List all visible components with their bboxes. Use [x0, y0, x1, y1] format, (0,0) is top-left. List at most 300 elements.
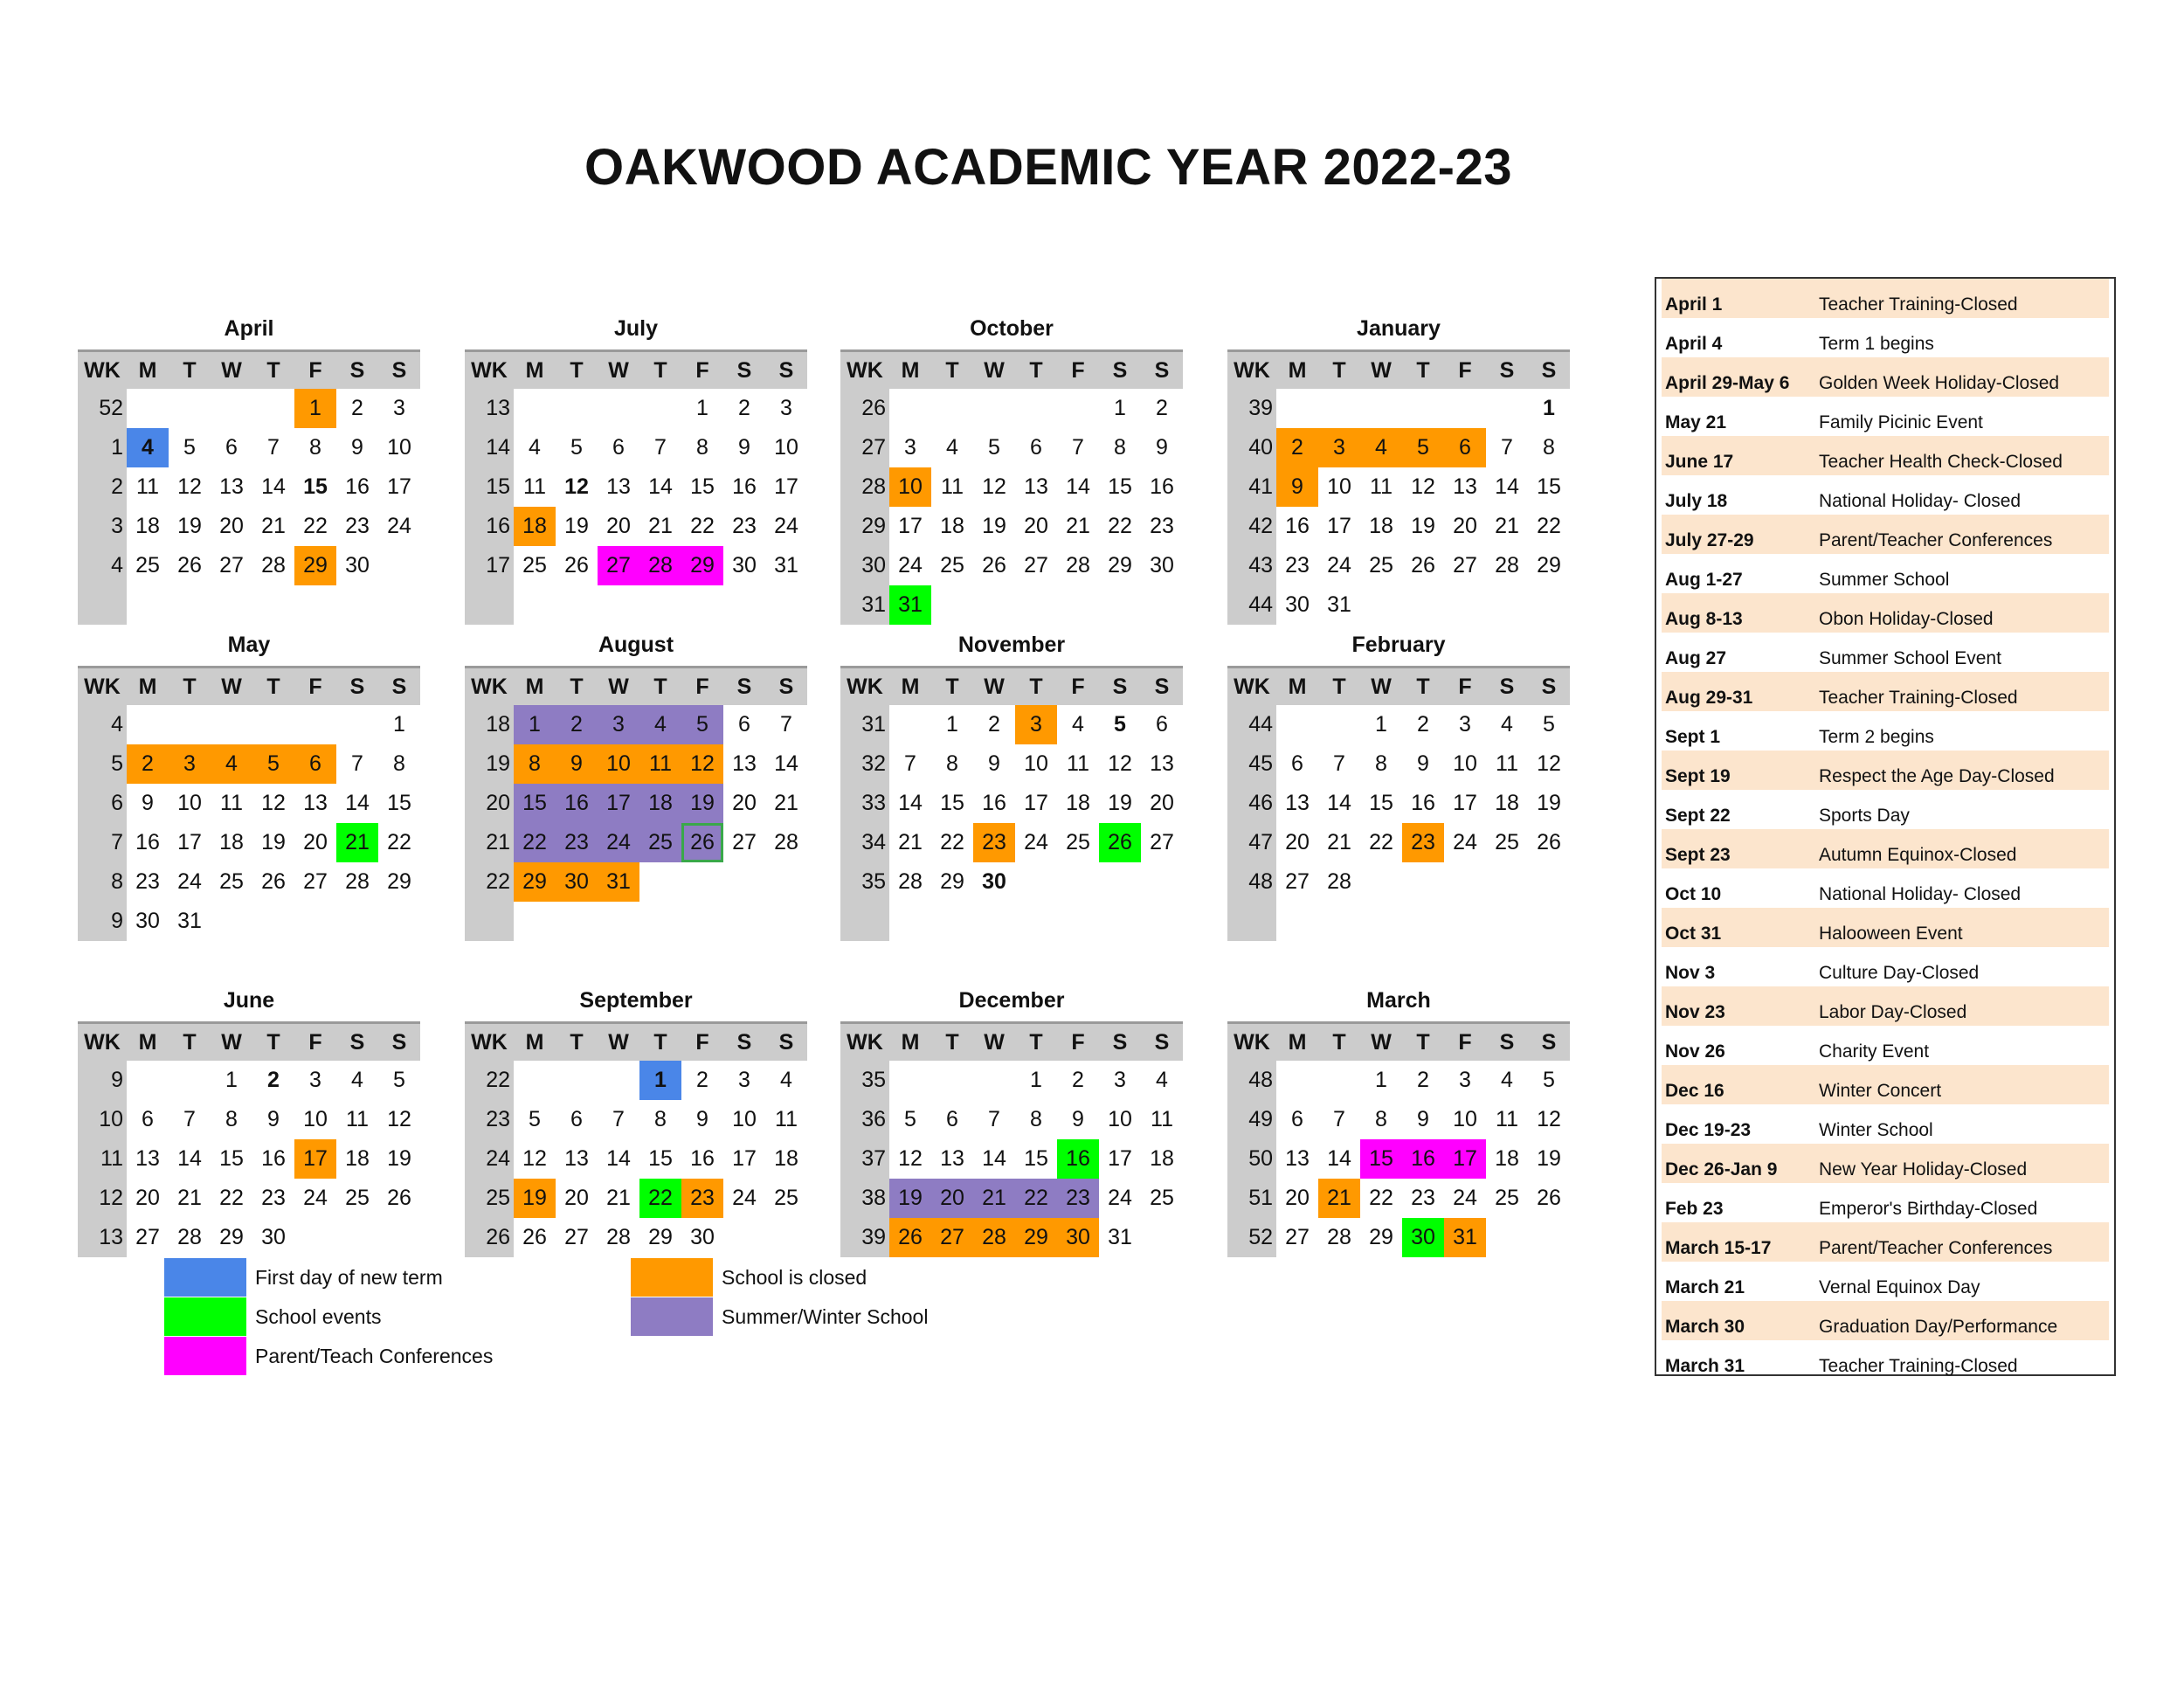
month-table — [78, 349, 420, 625]
week-row — [78, 902, 420, 941]
event-row — [1662, 1183, 2109, 1222]
week-number: 13 — [465, 389, 514, 428]
day-cell: 23 — [973, 823, 1015, 862]
week-row — [465, 784, 807, 823]
day-cell: 23 — [1150, 514, 1174, 538]
day-cell: 24 — [774, 514, 798, 538]
day-cell: 15 — [940, 791, 964, 815]
empty-cell — [598, 902, 639, 941]
week-number — [465, 902, 514, 941]
event-row — [1662, 672, 2109, 711]
day-cell: 20 — [135, 1186, 160, 1210]
day-cell: 6 — [738, 712, 750, 737]
month-november — [840, 624, 1183, 941]
day-cell: 13 — [303, 791, 328, 815]
day-cell: 19 — [514, 1179, 556, 1218]
day-cell: 11 — [775, 1107, 798, 1131]
weekday-header: T — [1318, 1023, 1360, 1062]
event-name: New Year Holiday-Closed — [1819, 1159, 2028, 1180]
day-cell: 6 — [570, 1107, 583, 1131]
weekday-header-row — [1227, 1023, 1570, 1062]
week-row — [1227, 428, 1570, 467]
weekday-header: S — [765, 1023, 807, 1062]
day-cell: 16 — [690, 1146, 715, 1171]
empty-cell — [681, 902, 723, 941]
week-number: 38 — [840, 1179, 889, 1218]
day-cell: 23 — [1057, 1179, 1099, 1218]
event-date: March 31 — [1665, 1356, 1745, 1376]
weekday-header: F — [1057, 668, 1099, 706]
day-cell: 14 — [982, 1146, 1006, 1171]
week-number: 39 — [840, 1218, 889, 1257]
day-cell: 7 — [1333, 751, 1345, 776]
month-table — [840, 1021, 1183, 1257]
event-name: Respect the Age Day-Closed — [1819, 766, 2055, 786]
event-date: Oct 10 — [1665, 884, 1722, 904]
day-cell: 21 — [1318, 1179, 1360, 1218]
event-date: July 18 — [1665, 491, 1728, 511]
event-date: Aug 8-13 — [1665, 609, 1743, 629]
day-cell: 30 — [690, 1225, 715, 1249]
day-cell: 11 — [1370, 474, 1393, 499]
month-table — [78, 1021, 420, 1257]
event-date: Dec 19-23 — [1665, 1120, 1752, 1140]
legend-item — [164, 1297, 601, 1336]
day-cell: 8 — [225, 1107, 238, 1131]
day-cell: 11 — [220, 791, 243, 815]
week-number: 25 — [465, 1179, 514, 1218]
day-cell: 20 — [1150, 791, 1174, 815]
weekday-header: F — [294, 668, 336, 706]
week-number: 32 — [840, 744, 889, 784]
weekday-header: T — [252, 1023, 294, 1062]
day-cell: 7 — [988, 1107, 1000, 1131]
event-name: Halooween Event — [1819, 924, 1963, 944]
empty-cell — [1528, 585, 1570, 625]
day-cell: 5 — [393, 1068, 405, 1092]
event-name: Parent/Teacher Conferences — [1819, 1238, 2053, 1258]
event-date: April 1 — [1665, 294, 1723, 315]
day-cell: 23 — [1285, 553, 1310, 578]
weekday-header: T — [556, 668, 598, 706]
empty-cell — [514, 1061, 556, 1100]
week-number: 27 — [840, 428, 889, 467]
day-cell: 12 — [982, 474, 1006, 499]
week-number-header: WK — [78, 351, 127, 390]
empty-cell — [1276, 1061, 1318, 1100]
week-row — [78, 705, 420, 744]
month-title: August — [598, 633, 674, 657]
weekday-header: M — [889, 351, 931, 390]
day-cell: 5 — [183, 435, 196, 460]
day-cell: 14 — [648, 474, 673, 499]
week-number-header: WK — [1227, 1023, 1276, 1062]
weekday-header: W — [1360, 668, 1402, 706]
event-name: Teacher Training-Closed — [1819, 1356, 2018, 1376]
legend-swatch — [164, 1297, 246, 1336]
weekday-header: T — [1318, 668, 1360, 706]
event-name: Winter School — [1819, 1120, 1933, 1140]
weekday-header: T — [1015, 1023, 1057, 1062]
day-cell: 30 — [261, 1225, 286, 1249]
weekday-header: S — [1486, 351, 1528, 390]
month-september — [465, 979, 807, 1257]
day-cell: 17 — [1024, 791, 1048, 815]
empty-cell — [556, 902, 598, 941]
empty-cell — [169, 389, 211, 428]
day-cell: 7 — [654, 435, 667, 460]
day-cell: 15 — [387, 791, 411, 815]
week-number: 44 — [1227, 585, 1276, 625]
weekday-header-row — [78, 668, 420, 706]
event-name: Family Picinic Event — [1819, 412, 1983, 432]
week-number: 14 — [465, 428, 514, 467]
day-cell: 3 — [169, 744, 211, 784]
day-cell: 21 — [1066, 514, 1090, 538]
weekday-header-row — [465, 351, 807, 390]
empty-cell — [598, 389, 639, 428]
day-cell: 25 — [522, 553, 547, 578]
event-name: Obon Holiday-Closed — [1819, 609, 1994, 629]
weekday-header: S — [723, 351, 765, 390]
week-row — [1227, 1218, 1570, 1257]
weekday-header: W — [973, 351, 1015, 390]
day-cell: 9 — [1417, 1107, 1429, 1131]
day-cell: 29 — [940, 869, 964, 894]
empty-cell — [973, 902, 1015, 941]
day-cell: 16 — [556, 784, 598, 823]
day-cell: 28 — [1066, 553, 1090, 578]
day-cell: 27 — [1150, 830, 1174, 854]
day-cell: 5 — [529, 1107, 541, 1131]
day-cell: 26 — [522, 1225, 547, 1249]
day-cell: 2 — [696, 1068, 708, 1092]
week-row — [840, 507, 1183, 546]
day-cell: 21 — [774, 791, 798, 815]
week-row — [840, 389, 1183, 428]
day-cell: 25 — [1150, 1186, 1174, 1210]
day-cell: 27 — [135, 1225, 160, 1249]
week-number: 5 — [78, 744, 127, 784]
week-row — [465, 705, 807, 744]
week-row — [1227, 1061, 1570, 1100]
weekday-header: M — [1276, 351, 1318, 390]
empty-cell — [1015, 585, 1057, 625]
day-cell: 6 — [1030, 435, 1042, 460]
week-row — [465, 1218, 807, 1257]
empty-cell — [681, 862, 723, 902]
day-cell: 5 — [904, 1107, 916, 1131]
week-row — [1227, 1179, 1570, 1218]
day-cell: 3 — [1459, 712, 1471, 737]
week-number: 31 — [840, 585, 889, 625]
event-name: National Holiday- Closed — [1819, 491, 2022, 511]
day-cell: 22 — [1369, 830, 1393, 854]
day-cell: 22 — [514, 823, 556, 862]
day-cell: 15 — [514, 784, 556, 823]
week-number: 30 — [840, 546, 889, 585]
event-date: Nov 3 — [1665, 963, 1716, 983]
month-january — [1227, 308, 1570, 625]
day-cell: 24 — [1327, 553, 1351, 578]
event-date: June 17 — [1665, 452, 1734, 472]
empty-cell — [1486, 389, 1528, 428]
day-cell: 24 — [898, 553, 923, 578]
week-row — [465, 744, 807, 784]
event-date: March 15-17 — [1665, 1238, 1772, 1258]
weekday-header: T — [1402, 668, 1444, 706]
day-cell: 27 — [219, 553, 244, 578]
day-cell: 24 — [598, 823, 639, 862]
legend-label: School is closed — [722, 1266, 867, 1289]
weekday-header: T — [169, 1023, 211, 1062]
week-row — [1227, 507, 1570, 546]
day-cell: 12 — [522, 1146, 547, 1171]
event-name: Summer School — [1819, 570, 1950, 590]
legend-item — [631, 1258, 1068, 1297]
event-name: Winter Concert — [1819, 1081, 1942, 1101]
week-number-header: WK — [840, 351, 889, 390]
month-title: October — [970, 316, 1054, 341]
day-cell: 19 — [177, 514, 202, 538]
empty-cell — [889, 1061, 931, 1100]
week-row — [1227, 744, 1570, 784]
weekday-header: T — [931, 668, 973, 706]
day-cell: 3 — [393, 396, 405, 420]
day-cell: 20 — [219, 514, 244, 538]
day-cell: 24 — [387, 514, 411, 538]
day-cell: 23 — [1411, 1186, 1435, 1210]
day-cell: 17 — [1327, 514, 1351, 538]
day-cell: 28 — [606, 1225, 631, 1249]
day-cell: 27 — [564, 1225, 589, 1249]
day-cell: 13 — [135, 1146, 160, 1171]
month-title: February — [1351, 633, 1446, 657]
weekday-header-row — [465, 668, 807, 706]
week-number: 2 — [78, 467, 127, 507]
month-title: July — [613, 316, 659, 341]
day-cell: 15 — [690, 474, 715, 499]
empty-cell — [1057, 862, 1099, 902]
day-cell: 16 — [1411, 791, 1435, 815]
event-name: Term 1 begins — [1819, 334, 1934, 354]
day-cell: 26 — [564, 553, 589, 578]
day-cell: 22 — [940, 830, 964, 854]
day-cell: 3 — [904, 435, 916, 460]
empty-cell — [336, 902, 378, 941]
weekday-header: T — [931, 351, 973, 390]
day-cell: 6 — [294, 744, 336, 784]
day-cell: 19 — [982, 514, 1006, 538]
day-cell: 16 — [135, 830, 160, 854]
day-cell: 13 — [564, 1146, 589, 1171]
empty-cell — [294, 902, 336, 941]
day-cell: 17 — [177, 830, 202, 854]
week-number-header: WK — [1227, 351, 1276, 390]
day-cell: 31 — [889, 585, 931, 625]
month-title: November — [957, 633, 1066, 657]
empty-cell — [1057, 902, 1099, 941]
event-date: Sept 19 — [1665, 766, 1731, 786]
empty-cell — [931, 389, 973, 428]
day-cell: 23 — [1402, 823, 1444, 862]
day-cell: 14 — [774, 751, 798, 776]
day-cell: 18 — [1150, 1146, 1174, 1171]
day-cell: 13 — [1285, 791, 1310, 815]
week-row — [1227, 1139, 1570, 1179]
empty-cell — [1015, 389, 1057, 428]
empty-cell — [211, 585, 252, 625]
month-table — [78, 666, 420, 941]
empty-cell — [1444, 389, 1486, 428]
day-cell: 5 — [988, 435, 1000, 460]
day-cell: 17 — [732, 1146, 757, 1171]
day-cell: 28 — [1327, 869, 1351, 894]
weekday-header: S — [1141, 668, 1183, 706]
day-cell: 13 — [219, 474, 244, 499]
day-cell: 27 — [598, 546, 639, 585]
day-cell: 6 — [225, 435, 238, 460]
week-number: 52 — [78, 389, 127, 428]
empty-cell — [765, 1218, 807, 1257]
week-row — [78, 1179, 420, 1218]
day-cell: 8 — [1375, 1107, 1387, 1131]
week-row — [78, 389, 420, 428]
week-row — [1227, 546, 1570, 585]
day-cell: 4 — [351, 1068, 363, 1092]
day-cell: 15 — [1360, 1139, 1402, 1179]
day-cell: 12 — [1537, 1107, 1561, 1131]
day-cell: 2 — [556, 705, 598, 744]
weekday-header-row — [840, 1023, 1183, 1062]
day-cell: 4 — [1501, 1068, 1513, 1092]
week-row — [78, 823, 420, 862]
day-cell: 6 — [1444, 428, 1486, 467]
day-cell: 7 — [267, 435, 280, 460]
day-cell: 20 — [1285, 1186, 1310, 1210]
empty-cell — [1276, 705, 1318, 744]
day-cell: 28 — [1495, 553, 1519, 578]
month-february — [1227, 624, 1570, 941]
day-cell: 6 — [612, 435, 625, 460]
week-number: 10 — [78, 1100, 127, 1139]
day-cell: 14 — [898, 791, 923, 815]
day-cell: 17 — [387, 474, 411, 499]
week-number: 4 — [78, 546, 127, 585]
weekday-header: W — [598, 351, 639, 390]
day-cell: 25 — [639, 823, 681, 862]
day-cell: 5 — [1543, 1068, 1555, 1092]
day-cell: 22 — [639, 1179, 681, 1218]
day-cell: 28 — [898, 869, 923, 894]
day-cell: 2 — [1417, 712, 1429, 737]
weekday-header: T — [1402, 351, 1444, 390]
empty-cell — [765, 862, 807, 902]
weekday-header: M — [127, 668, 169, 706]
day-cell: 10 — [303, 1107, 328, 1131]
weekday-header: M — [889, 668, 931, 706]
empty-cell — [1402, 585, 1444, 625]
day-cell: 15 — [1537, 474, 1561, 499]
empty-cell — [973, 585, 1015, 625]
day-cell: 21 — [1495, 514, 1519, 538]
day-cell: 4 — [1501, 712, 1513, 737]
day-cell: 12 — [898, 1146, 923, 1171]
weekday-header: M — [127, 351, 169, 390]
month-october — [840, 308, 1183, 625]
day-cell: 3 — [1459, 1068, 1471, 1092]
month-title: January — [1357, 316, 1441, 341]
week-number-header: WK — [1227, 668, 1276, 706]
event-row — [1662, 829, 2109, 868]
week-row — [78, 1218, 420, 1257]
weekday-header: S — [1141, 351, 1183, 390]
day-cell: 24 — [1024, 830, 1048, 854]
day-cell: 12 — [387, 1107, 411, 1131]
empty-cell — [1444, 902, 1486, 941]
day-cell: 31 — [1444, 1218, 1486, 1257]
empty-cell — [598, 585, 639, 625]
day-cell: 28 — [261, 553, 286, 578]
day-cell: 1 — [514, 705, 556, 744]
day-cell: 30 — [1057, 1218, 1099, 1257]
day-cell: 26 — [261, 869, 286, 894]
event-date: April 4 — [1665, 334, 1723, 354]
week-row — [840, 1100, 1183, 1139]
events-panel — [1655, 277, 2116, 1376]
empty-cell — [1318, 389, 1360, 428]
day-cell: 25 — [135, 553, 160, 578]
empty-cell — [514, 389, 556, 428]
day-cell: 4 — [1156, 1068, 1168, 1092]
weekday-header: S — [1099, 351, 1141, 390]
empty-cell — [127, 389, 169, 428]
week-row — [1227, 705, 1570, 744]
empty-cell — [169, 585, 211, 625]
week-row — [840, 862, 1183, 902]
weekday-header: T — [1015, 668, 1057, 706]
week-number — [840, 902, 889, 941]
day-cell: 30 — [135, 909, 160, 933]
weekday-header: S — [765, 668, 807, 706]
empty-cell — [1402, 862, 1444, 902]
day-cell: 19 — [261, 830, 286, 854]
day-cell: 8 — [393, 751, 405, 776]
legend-swatch — [631, 1258, 713, 1297]
weekday-header-row — [78, 1023, 420, 1062]
event-name: Summer School Event — [1819, 648, 2001, 668]
day-cell: 20 — [606, 514, 631, 538]
day-cell: 9 — [1417, 751, 1429, 776]
week-number: 26 — [840, 389, 889, 428]
day-cell: 20 — [931, 1179, 973, 1218]
day-cell: 3 — [598, 705, 639, 744]
week-row — [465, 902, 807, 941]
day-cell: 14 — [606, 1146, 631, 1171]
empty-cell — [1276, 389, 1318, 428]
week-row — [78, 1139, 420, 1179]
day-cell: 31 — [774, 553, 798, 578]
day-cell: 15 — [219, 1146, 244, 1171]
day-cell: 8 — [1543, 435, 1555, 460]
day-cell: 6 — [946, 1107, 958, 1131]
week-number: 19 — [465, 744, 514, 784]
day-cell: 23 — [732, 514, 757, 538]
empty-cell — [169, 705, 211, 744]
week-row — [1227, 902, 1570, 941]
day-cell: 15 — [648, 1146, 673, 1171]
week-number: 21 — [465, 823, 514, 862]
